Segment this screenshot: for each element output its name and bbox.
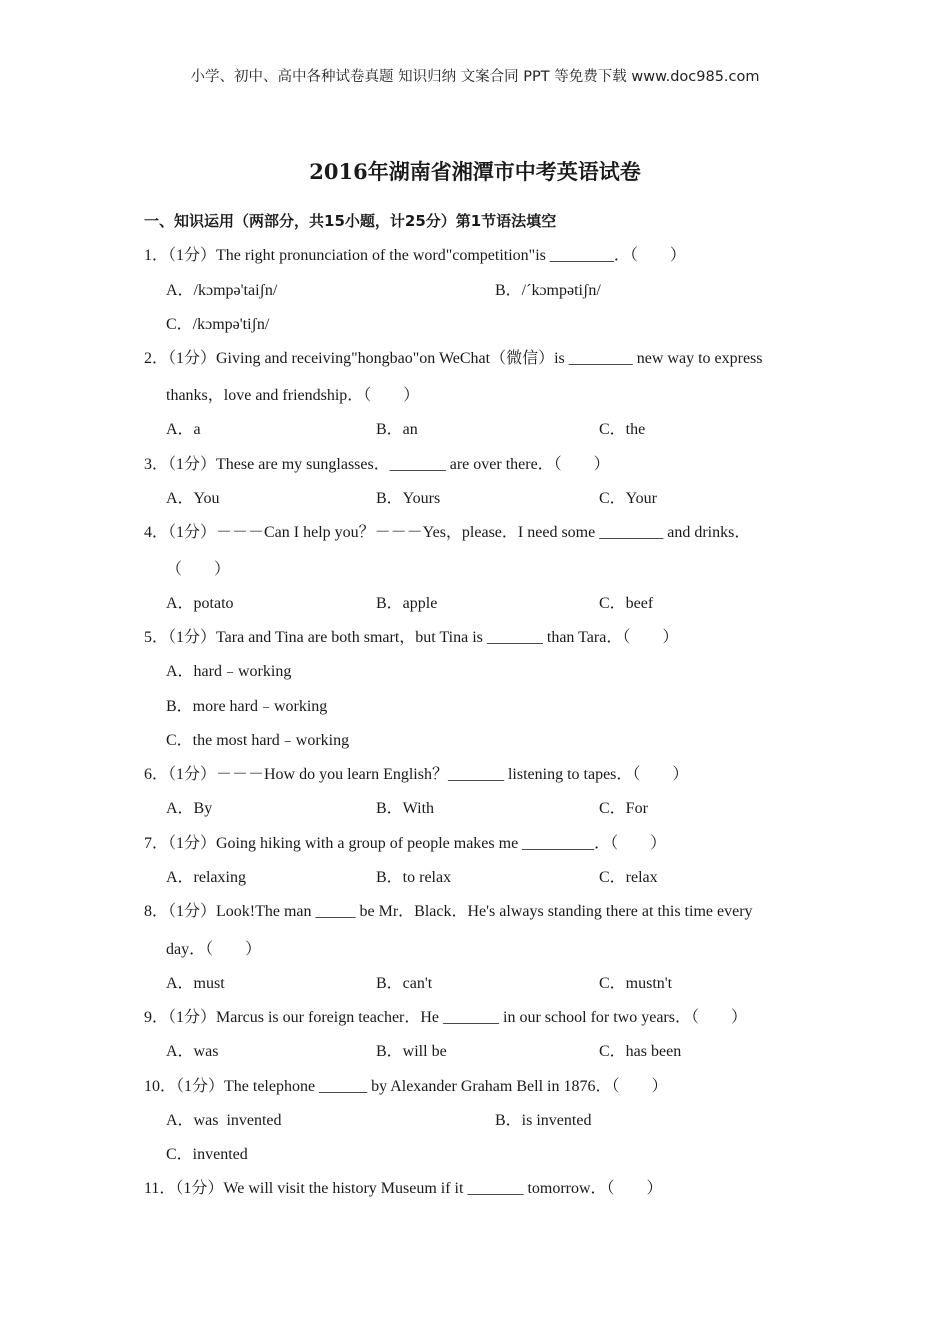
question-2-option-a: A．a xyxy=(166,421,201,438)
question-1-stem: 1．（1分）The right pronunciation of the word"competition"is ________．（ ） xyxy=(144,247,686,264)
question-6-option-a: A．By xyxy=(166,800,213,817)
question-4-option-a: A．potato xyxy=(166,595,234,612)
question-8-option-c: C．mustn't xyxy=(599,975,673,992)
question-7-option-a: A．relaxing xyxy=(166,869,246,886)
question-1-option-b: B．/ˊkɔmpətiʃn/ xyxy=(495,282,601,299)
question-10-option-b: B．is invented xyxy=(495,1112,592,1129)
question-3-stem: 3．（1分）These are my sunglasses．_______ are over there．（ ） xyxy=(144,456,610,473)
question-2-stem-continued: thanks，love and friendship．（ ） xyxy=(166,387,420,404)
question-7-option-b: B．to relax xyxy=(376,869,452,886)
question-2-option-b: B．an xyxy=(376,421,418,438)
question-9-option-a: A．was xyxy=(166,1043,219,1060)
page-header: 小学、初中、高中各种试卷真题 知识归纳 文案合同 PPT 等免费下载 www.doc985.com xyxy=(190,69,760,85)
question-10-option-a: A．was invented xyxy=(166,1112,282,1129)
question-3-option-b: B．Yours xyxy=(376,490,441,507)
question-8-stem-continued: day．（ ） xyxy=(166,941,262,958)
question-3-option-c: C．Your xyxy=(599,490,657,507)
question-7-stem: 7．（1分）Going hiking with a group of people makes me _________．（ ） xyxy=(144,835,667,852)
question-8-option-a: A．must xyxy=(166,975,225,992)
question-9-option-c: C．has been xyxy=(599,1043,682,1060)
question-8-option-b: B．can't xyxy=(376,975,433,992)
question-4-stem-continued: （ ） xyxy=(166,561,231,578)
question-1-option-a: A．/kɔmpə'taiʃn/ xyxy=(166,282,278,299)
question-6-option-b: B．With xyxy=(376,800,435,817)
question-6-stem: 6．（1分）－－－How do you learn English？_______ listening to tapes．（ ） xyxy=(144,766,689,783)
question-2-option-c: C．the xyxy=(599,421,646,438)
question-6-option-c: C．For xyxy=(599,800,648,817)
question-8-stem: 8．（1分）Look!The man _____ be Mr．Black．He's always standing there at this time every xyxy=(144,903,753,920)
question-5-option-a: A．hard﹣working xyxy=(166,663,292,680)
question-3-option-a: A．You xyxy=(166,490,220,507)
question-7-option-c: C．relax xyxy=(599,869,658,886)
question-4-option-c: C．beef xyxy=(599,595,654,612)
question-10-stem: 10．（1分）The telephone ______ by Alexander Graham Bell in 1876．（ ） xyxy=(144,1078,668,1095)
question-5-option-b: B．more hard﹣working xyxy=(166,698,328,715)
question-4-option-b: B．apple xyxy=(376,595,438,612)
question-5-stem: 5．（1分）Tara and Tina are both smart，but Tina is _______ than Tara．（ ） xyxy=(144,629,679,646)
section-heading: 一、知识运用（两部分，共15小题，计25分）第1节语法填空 xyxy=(144,212,557,230)
question-5-option-c: C．the most hard﹣working xyxy=(166,732,350,749)
question-1-option-c: C．/kɔmpə'tiʃn/ xyxy=(166,316,270,333)
question-9-option-b: B．will be xyxy=(376,1043,447,1060)
question-4-stem: 4．（1分）－－－Can I help you？－－－Yes，please．I need some ________ and drinks． xyxy=(144,524,751,541)
question-10-option-c: C．invented xyxy=(166,1146,248,1163)
question-9-stem: 9．（1分）Marcus is our foreign teacher．He _______ in our school for two years．（ ） xyxy=(144,1009,747,1026)
page-title: 2016年湖南省湘潭市中考英语试卷 xyxy=(309,159,641,184)
question-2-stem: 2．（1分）Giving and receiving"hongbao"on WeChat（微信）is ________ new way to express xyxy=(144,350,763,367)
question-11-stem: 11．（1分）We will visit the history Museum if it _______ tomorrow．（ ） xyxy=(144,1180,663,1197)
